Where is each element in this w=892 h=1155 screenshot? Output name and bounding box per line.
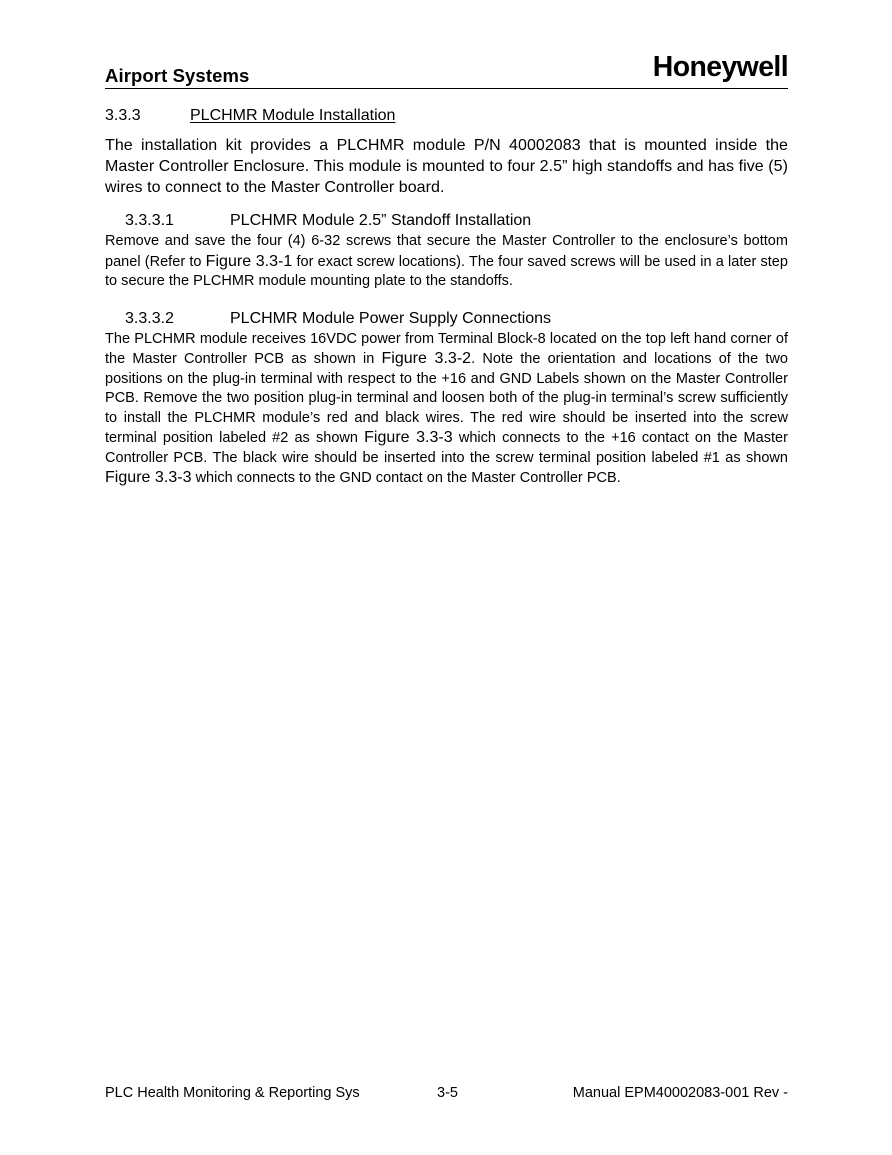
header-title: Airport Systems bbox=[105, 65, 250, 86]
document-body bbox=[105, 104, 788, 489]
section-heading bbox=[105, 104, 788, 128]
paragraph-text: for exact screw locations). The four saved screws will be used in a later step to secure the PLCHMR module mounting plate to the standoffs. bbox=[105, 253, 788, 289]
section-title: PLCHMR Module Installation bbox=[190, 107, 396, 124]
subsection-number: 3.3.3.1 bbox=[125, 212, 174, 229]
subsection-title: PLCHMR Module Power Supply Connections bbox=[230, 309, 552, 327]
subsection-title: PLCHMR Module 2.5” Standoff Installation bbox=[230, 212, 532, 229]
figure-reference: Figure 3.3-1 bbox=[205, 252, 293, 270]
honeywell-logo: Honeywell bbox=[652, 51, 788, 83]
subsection-heading-standoff bbox=[105, 209, 788, 232]
paragraph-text: . Note the orientation and locations of the two positions on the plug-in terminal with respect to the +16 and GND Labels shown on the Master Controller PCB. Remove the two position plug-in terminal and loosen both of the plug-in terminal’s screw sufficiently to install the PLCHMR module’s red and black wires. The red wire should be inserted into the screw terminal position labeled #2 as shown bbox=[105, 351, 789, 446]
manual-number: Manual EPM40002083-001 Rev - bbox=[572, 1085, 788, 1101]
page-footer bbox=[105, 1085, 788, 1105]
subsection-heading-power bbox=[105, 307, 788, 330]
subsection-number: 3.3.3.2 bbox=[125, 309, 174, 327]
figure-reference: Figure 3.3-3 bbox=[364, 429, 453, 446]
paragraph-text: which connects to the GND contact on the Master Controller PCB. bbox=[191, 470, 621, 486]
figure-reference: Figure 3.3-2 bbox=[381, 350, 472, 367]
page-number: 3-5 bbox=[437, 1085, 458, 1101]
power-paragraph bbox=[105, 330, 788, 489]
standoff-paragraph bbox=[105, 232, 788, 292]
figure-reference: Figure 3.3-3 bbox=[105, 469, 192, 486]
page-header bbox=[105, 50, 788, 89]
paragraph-text: which connects to the +16 contact on the Master Controller PCB. The black wire should be inserted into the screw terminal position labeled #1 as shown bbox=[105, 430, 788, 466]
section-number: 3.3.3 bbox=[105, 107, 141, 124]
paragraph-text: Remove and save the four (4) 6-32 screws that secure the Master Controller to the enclosure’s bottom panel (Refer to bbox=[105, 233, 788, 270]
section-intro-paragraph: The installation kit provides a PLCHMR module P/N 40002083 that is mounted inside the Master Controller Enclosure. This module is mounted to four 2.5” high standoffs and has five (5) wires to connect to the Master Controller board. bbox=[105, 137, 788, 196]
paragraph-text: The PLCHMR module receives 16VDC power from Terminal Block-8 located on the top left hand corner of the Master Controller PCB as shown in bbox=[105, 330, 788, 367]
footer-document-title: PLC Health Monitoring & Reporting Sys bbox=[105, 1085, 360, 1101]
